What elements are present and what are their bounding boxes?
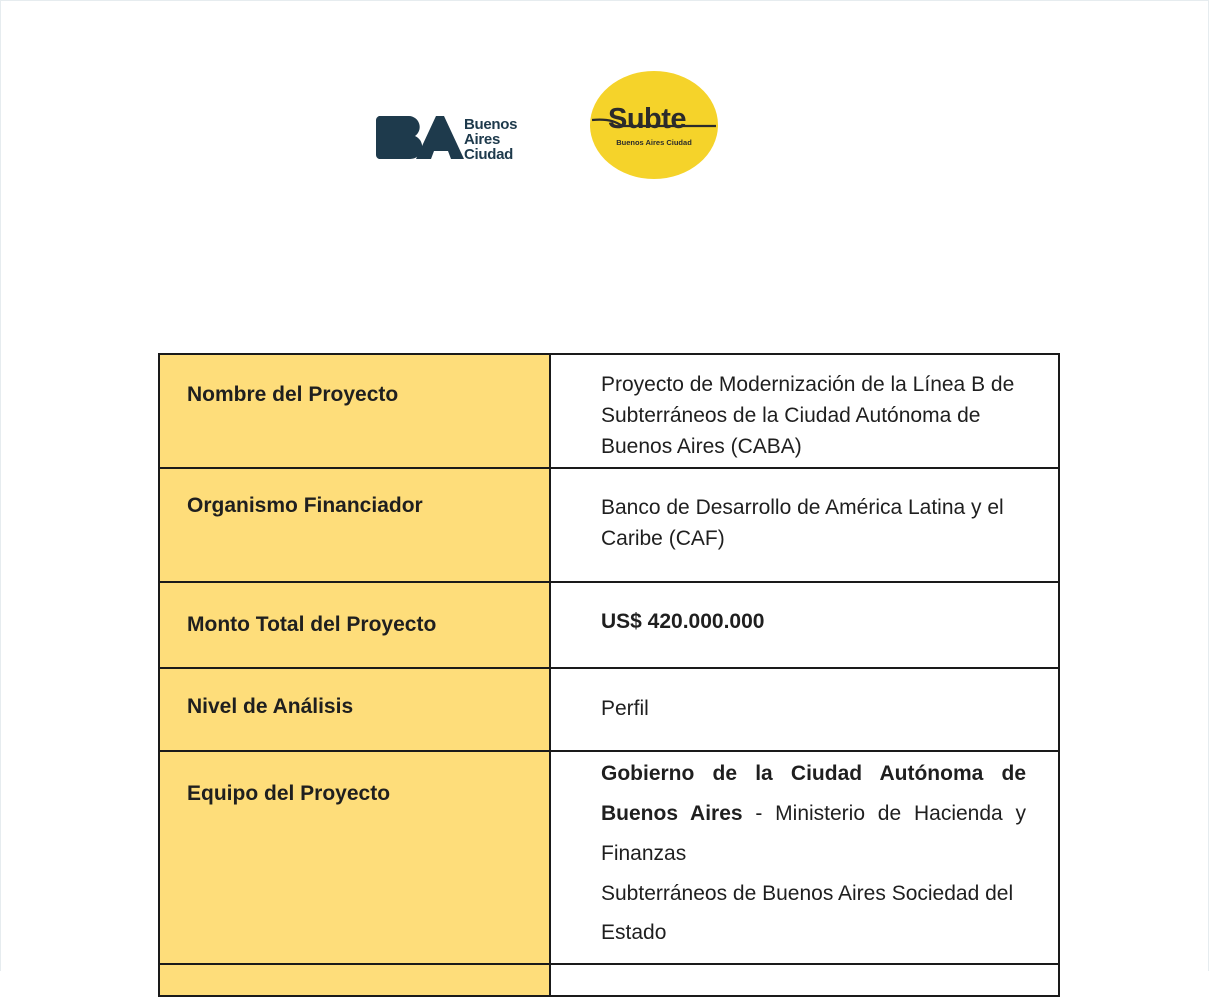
project-team-ministry: - Ministerio de Hacienda y Finanzas	[601, 802, 1026, 865]
label-cell	[159, 354, 550, 468]
project-name-label: Nombre del Proyecto	[187, 383, 399, 406]
analysis-level-value: Perfil	[601, 697, 649, 720]
ba-mark-icon	[376, 110, 466, 166]
ba-text-line-1: Buenos	[464, 116, 518, 133]
value-cell	[550, 751, 1059, 964]
value-cell	[550, 668, 1059, 751]
label-cell	[159, 964, 550, 996]
label-cell	[159, 668, 550, 751]
label-cell	[159, 751, 550, 964]
label-cell	[159, 468, 550, 582]
value-cell	[550, 964, 1059, 996]
ba-logo-text	[464, 117, 517, 162]
value-cell	[550, 354, 1059, 468]
total-amount-value: US$ 420.000.000	[601, 610, 765, 633]
table-row	[159, 668, 1059, 751]
project-team-org-bold: Gobierno de la Ciudad Autónoma de Buenos Aires	[601, 762, 1026, 825]
table-row	[159, 354, 1059, 468]
funder-label: Organismo Financiador	[187, 494, 423, 517]
project-team-label: Equipo del Proyecto	[187, 782, 391, 805]
project-name-value: Proyecto de Modernización de la Línea B de Subterráneos de la Ciudad Autónoma de Buenos Aires (CABA)	[601, 373, 1015, 458]
project-info-table	[158, 353, 1060, 997]
value-cell	[550, 468, 1059, 582]
buenos-aires-ciudad-logo	[376, 110, 546, 170]
ba-text-line-2: Aires	[464, 131, 501, 148]
table-row	[159, 751, 1059, 964]
subte-logo-subtitle: Buenos Aires Ciudad	[616, 138, 692, 147]
project-team-second-value: Subterráneos de Buenos Aires Sociedad del Estado	[601, 882, 1014, 944]
subte-logo	[590, 71, 718, 179]
table-row	[159, 582, 1059, 668]
table-row	[159, 964, 1059, 996]
total-amount-label: Monto Total del Proyecto	[187, 613, 437, 636]
project-team-value	[601, 754, 1026, 874]
subte-logo-word: Subte	[608, 103, 687, 135]
table-row	[159, 468, 1059, 582]
analysis-level-label: Nivel de Análisis	[187, 695, 354, 718]
value-cell	[550, 582, 1059, 668]
funder-value: Banco de Desarrollo de América Latina y el Caribe (CAF)	[601, 496, 1004, 550]
label-cell	[159, 582, 550, 668]
ba-text-line-3: Ciudad	[464, 146, 514, 163]
